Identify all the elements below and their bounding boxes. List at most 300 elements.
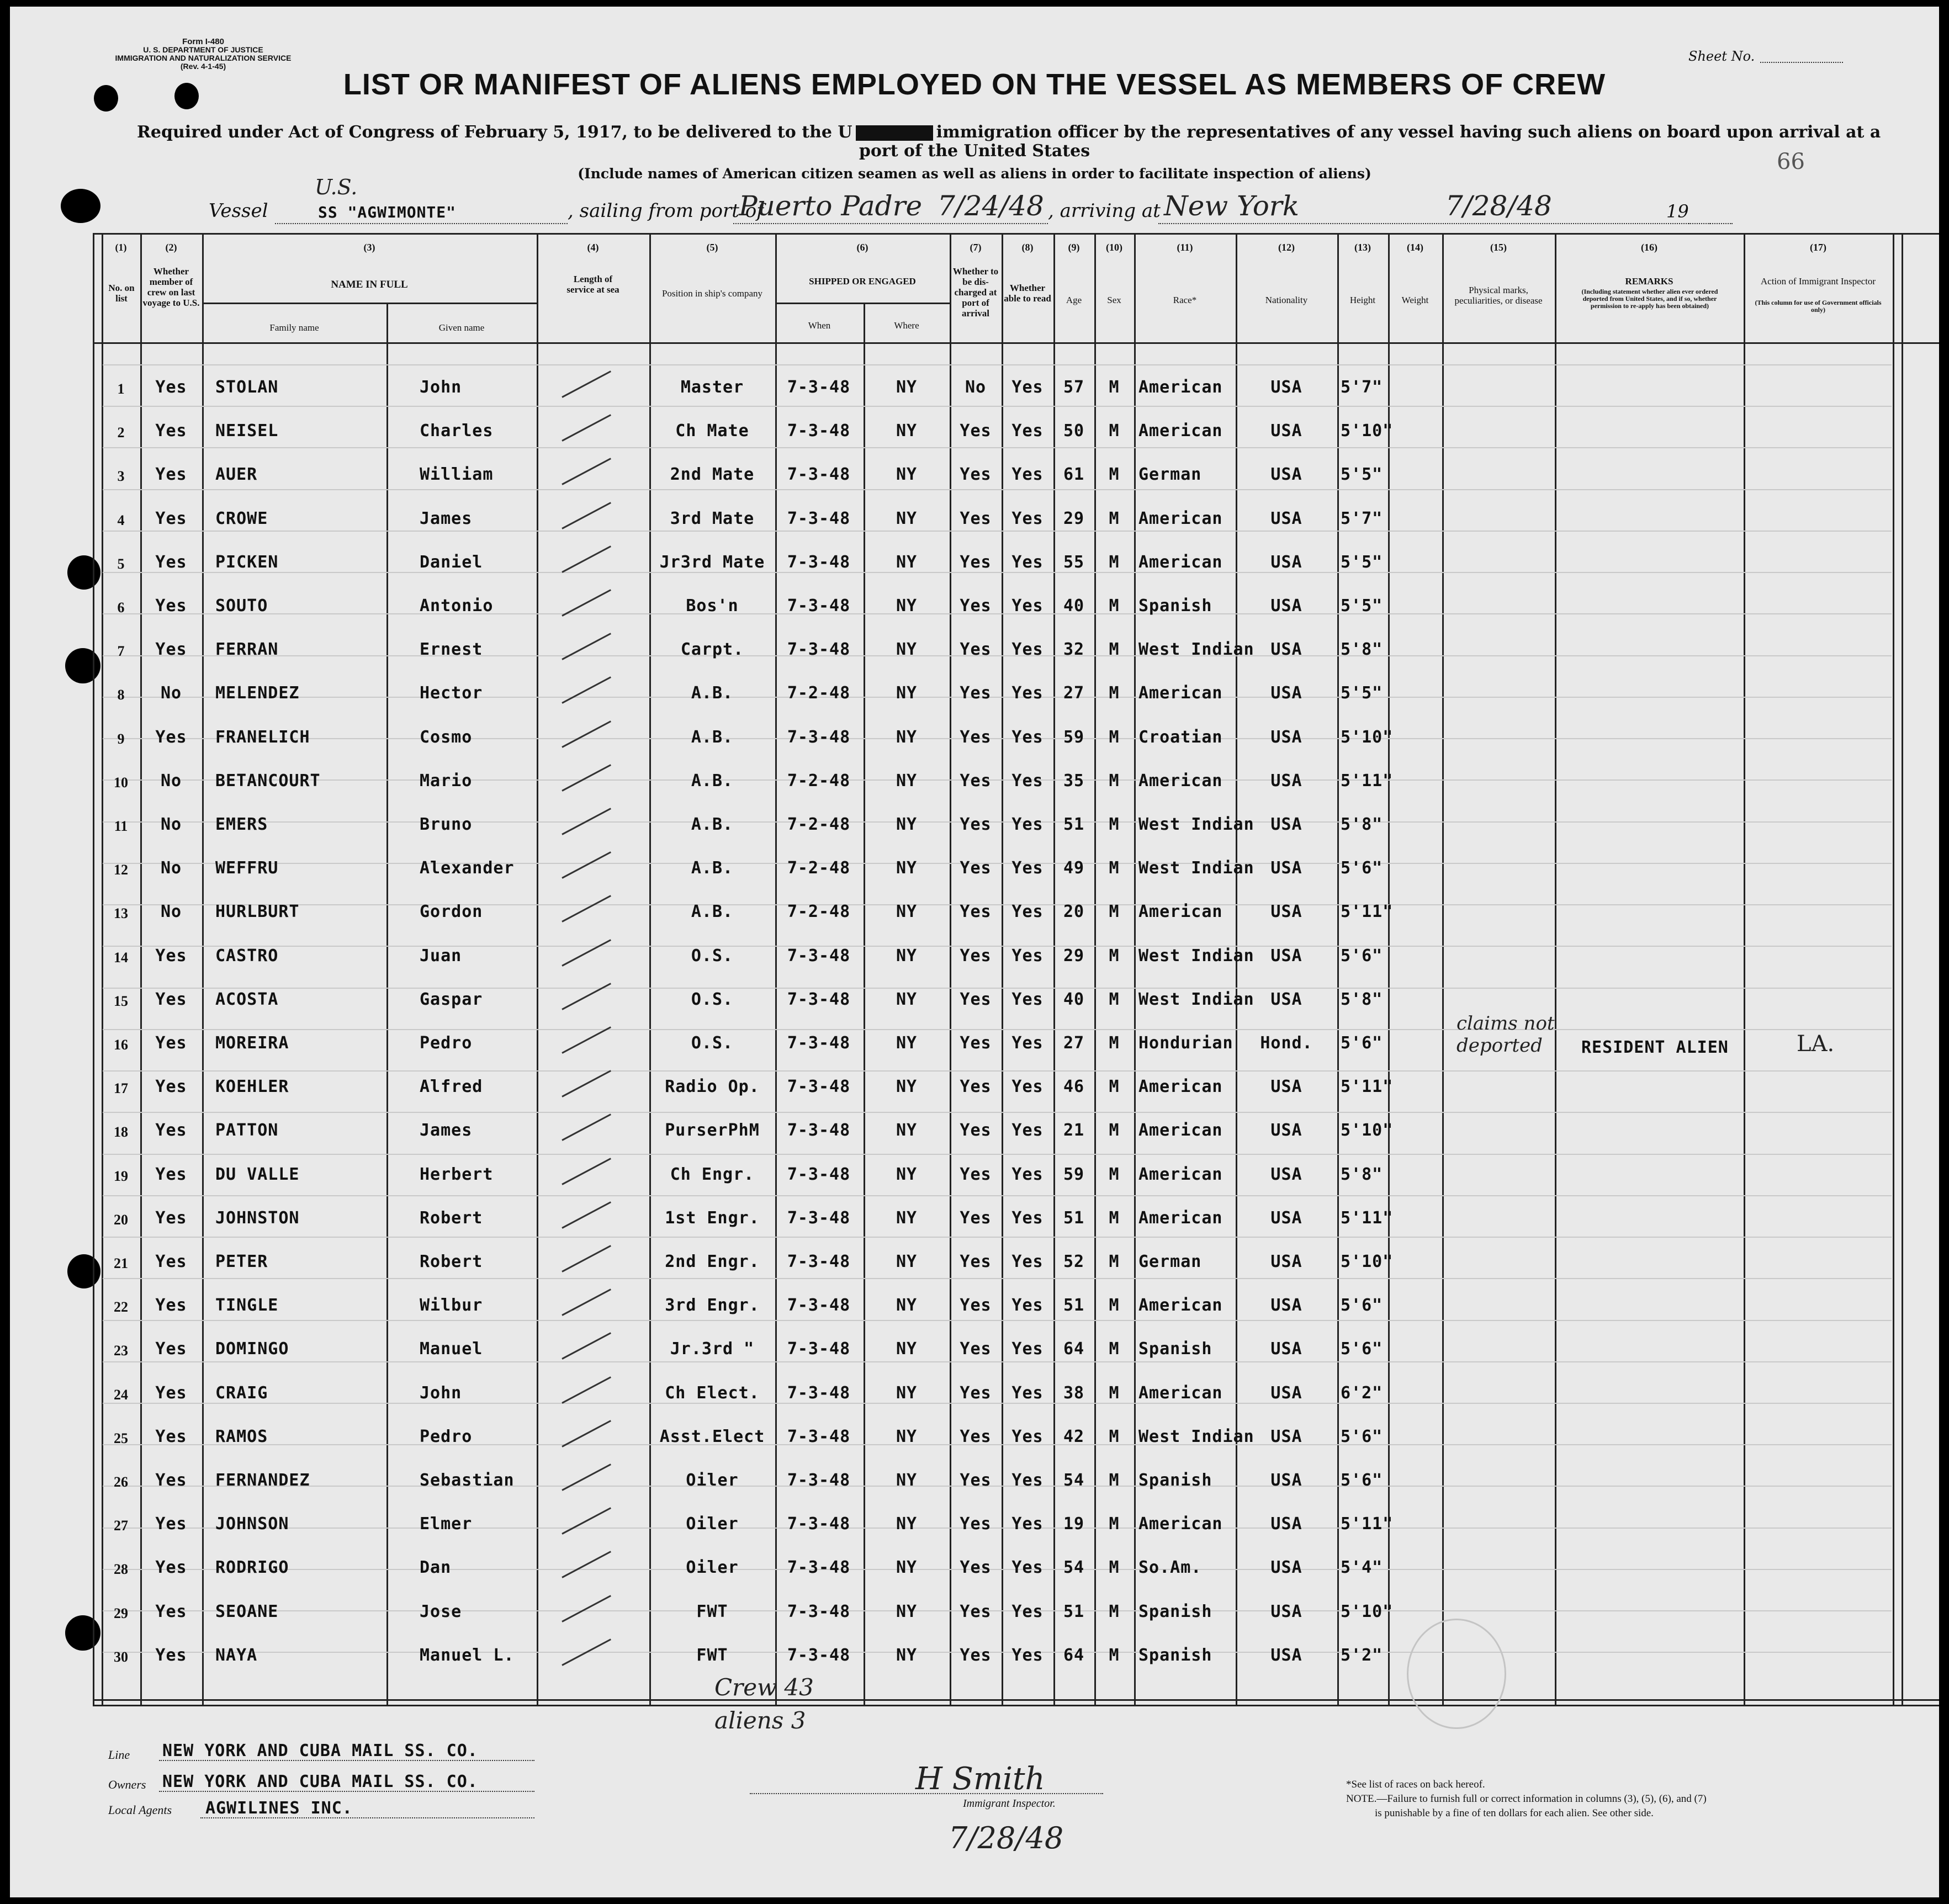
nationality-cell: USA bbox=[1270, 640, 1302, 660]
last-voyage-cell: Yes bbox=[155, 727, 187, 747]
form-subtitle-line2: port of the United States bbox=[859, 141, 1090, 161]
shipped-when-cell: 7-3-48 bbox=[787, 378, 851, 397]
shipped-where-cell: NY bbox=[896, 1426, 918, 1446]
header-family-name: Family name bbox=[269, 322, 319, 333]
position-cell: Master bbox=[680, 378, 744, 397]
able-to-read-cell: Yes bbox=[1011, 640, 1044, 660]
ruled-line bbox=[103, 1403, 1892, 1404]
height-cell: 5'6" bbox=[1341, 858, 1383, 878]
last-voyage-cell: Yes bbox=[155, 1208, 187, 1228]
discharged-cell: Yes bbox=[960, 1121, 992, 1141]
shipped-when-cell: 7-2-48 bbox=[787, 902, 851, 922]
shipped-where-cell: NY bbox=[896, 552, 918, 572]
shipped-when-cell: 7-3-48 bbox=[787, 640, 851, 660]
last-voyage-cell: Yes bbox=[155, 1164, 187, 1184]
sheet-number-label: Sheet No. bbox=[1688, 49, 1755, 64]
shipped-where-cell: NY bbox=[896, 727, 918, 747]
punch-hole bbox=[67, 555, 100, 590]
last-voyage-cell: Yes bbox=[155, 1296, 187, 1316]
shipped-where-cell: NY bbox=[896, 1252, 918, 1271]
header-remarks-sub: (Including statement whether alien ever ordered deported from United States, and if so, whether permission to re-apply has been obtained) bbox=[1581, 288, 1718, 310]
nationality-cell: USA bbox=[1270, 1383, 1302, 1403]
age-cell: 40 bbox=[1063, 596, 1085, 616]
row-number-cell: 18 bbox=[114, 1124, 128, 1141]
family-name-cell: MOREIRA bbox=[215, 1033, 289, 1053]
given-name-cell: Antonio bbox=[420, 596, 494, 616]
col-line bbox=[1337, 233, 1339, 1705]
position-cell: O.S. bbox=[691, 989, 734, 1009]
discharged-cell: Yes bbox=[960, 1426, 992, 1446]
inspector-signature: H Smith bbox=[915, 1761, 1045, 1797]
age-cell: 61 bbox=[1063, 465, 1085, 485]
given-name-cell: Mario bbox=[420, 771, 473, 791]
given-name-cell: Gaspar bbox=[420, 989, 483, 1009]
form-service: IMMIGRATION AND NATURALIZATION SERVICE bbox=[115, 54, 292, 62]
race-cell: American bbox=[1138, 1077, 1223, 1097]
sex-cell: M bbox=[1109, 640, 1120, 660]
family-name-cell: NEISEL bbox=[215, 421, 279, 441]
family-name-cell: EMERS bbox=[215, 815, 268, 834]
height-cell: 5'5" bbox=[1341, 596, 1383, 616]
able-to-read-cell: Yes bbox=[1011, 946, 1044, 966]
col-number: (11) bbox=[1177, 242, 1193, 253]
discharged-cell: Yes bbox=[960, 1558, 992, 1578]
nationality-cell: USA bbox=[1270, 552, 1302, 572]
col-line bbox=[386, 303, 388, 1705]
race-cell: American bbox=[1138, 1383, 1223, 1403]
last-voyage-cell: Yes bbox=[155, 1514, 187, 1534]
discharged-cell: Yes bbox=[960, 1164, 992, 1184]
agents-dotline bbox=[200, 1817, 534, 1818]
family-name-cell: TINGLE bbox=[215, 1296, 279, 1316]
col-line bbox=[1902, 233, 1903, 1705]
crew-total: Crew 43 bbox=[714, 1674, 814, 1701]
last-voyage-cell: Yes bbox=[155, 640, 187, 660]
discharged-cell: Yes bbox=[960, 1252, 992, 1271]
service-check-mark bbox=[562, 589, 611, 617]
row-number-cell: 29 bbox=[114, 1605, 128, 1621]
age-cell: 55 bbox=[1063, 552, 1085, 572]
discharged-cell: Yes bbox=[960, 1514, 992, 1534]
height-cell: 5'11" bbox=[1341, 1208, 1394, 1228]
family-name-cell: NAYA bbox=[215, 1645, 258, 1665]
race-cell: Spanish bbox=[1138, 1645, 1212, 1665]
row-number-cell: 25 bbox=[114, 1430, 128, 1446]
footer-note-2: NOTE.—Failure to furnish full or correct information in columns (3), (5), (6), and (7) bbox=[1346, 1793, 1707, 1805]
height-cell: 5'7" bbox=[1341, 508, 1383, 528]
last-voyage-cell: Yes bbox=[155, 1252, 187, 1271]
age-cell: 40 bbox=[1063, 989, 1085, 1009]
family-name-cell: HURLBURT bbox=[215, 902, 300, 922]
row-number-cell: 4 bbox=[117, 512, 125, 528]
shipped-where-cell: NY bbox=[896, 421, 918, 441]
owners-label: Owners bbox=[108, 1778, 146, 1791]
sex-cell: M bbox=[1109, 771, 1120, 791]
position-cell: Radio Op. bbox=[665, 1077, 760, 1097]
height-cell: 5'5" bbox=[1341, 465, 1383, 485]
shipped-when-cell: 7-3-48 bbox=[787, 1645, 851, 1665]
shipped-when-cell: 7-2-48 bbox=[787, 815, 851, 834]
vessel-label: Vessel bbox=[209, 200, 268, 222]
race-cell: Spanish bbox=[1138, 596, 1212, 616]
arriving-label: , arriving at bbox=[1048, 200, 1161, 222]
age-cell: 57 bbox=[1063, 378, 1085, 397]
shipped-when-cell: 7-3-48 bbox=[787, 1121, 851, 1141]
race-cell: American bbox=[1138, 902, 1223, 922]
family-name-cell: FERNANDEZ bbox=[215, 1471, 310, 1490]
col-number: (12) bbox=[1278, 242, 1295, 253]
service-check-mark bbox=[562, 545, 611, 573]
last-voyage-cell: Yes bbox=[155, 1426, 187, 1446]
sex-cell: M bbox=[1109, 1601, 1120, 1621]
position-cell: PurserPhM bbox=[665, 1121, 760, 1141]
age-cell: 42 bbox=[1063, 1426, 1085, 1446]
given-name-cell: William bbox=[420, 465, 494, 485]
race-cell: American bbox=[1138, 1514, 1223, 1534]
able-to-read-cell: Yes bbox=[1011, 1296, 1044, 1316]
race-cell: Croatian bbox=[1138, 727, 1223, 747]
given-name-cell: Herbert bbox=[420, 1164, 494, 1184]
given-name-cell: Pedro bbox=[420, 1426, 473, 1446]
given-name-cell: Cosmo bbox=[420, 727, 473, 747]
nationality-cell: USA bbox=[1270, 902, 1302, 922]
vessel-prefix-handwritten: U.S. bbox=[315, 175, 358, 199]
sex-cell: M bbox=[1109, 1645, 1120, 1665]
race-cell: West Indian bbox=[1138, 640, 1254, 660]
family-name-cell: PICKEN bbox=[215, 552, 279, 572]
service-check-mark bbox=[562, 414, 611, 442]
service-check-mark bbox=[562, 502, 611, 529]
position-cell: A.B. bbox=[691, 815, 734, 834]
family-name-cell: JOHNSON bbox=[215, 1514, 289, 1534]
ruled-line bbox=[103, 572, 1892, 573]
col-number: (17) bbox=[1810, 242, 1826, 253]
family-name-cell: STOLAN bbox=[215, 378, 279, 397]
family-name-cell: WEFFRU bbox=[215, 858, 279, 878]
given-name-cell: Alexander bbox=[420, 858, 515, 878]
year-line bbox=[1688, 223, 1733, 224]
ruled-line bbox=[103, 1070, 1892, 1072]
service-check-mark bbox=[562, 1114, 611, 1142]
sex-cell: M bbox=[1109, 1252, 1120, 1271]
owners-dotline bbox=[159, 1791, 534, 1792]
height-cell: 5'11" bbox=[1341, 1514, 1394, 1534]
service-check-mark bbox=[562, 1551, 611, 1579]
given-name-cell: John bbox=[420, 378, 462, 397]
row-number-cell: 22 bbox=[114, 1299, 128, 1316]
discharged-cell: Yes bbox=[960, 1645, 992, 1665]
position-cell: Ch Elect. bbox=[665, 1383, 760, 1403]
nationality-cell: USA bbox=[1270, 1339, 1302, 1359]
height-cell: 5'10" bbox=[1341, 1121, 1394, 1141]
family-name-cell: FERRAN bbox=[215, 640, 279, 660]
position-cell: Bos'n bbox=[686, 596, 739, 616]
service-check-mark bbox=[562, 370, 611, 398]
age-cell: 51 bbox=[1063, 1208, 1085, 1228]
shipped-where-cell: NY bbox=[896, 989, 918, 1009]
family-name-cell: JOHNSTON bbox=[215, 1208, 300, 1228]
position-cell: FWT bbox=[696, 1601, 728, 1621]
shipped-where-cell: NY bbox=[896, 946, 918, 966]
last-voyage-cell: Yes bbox=[155, 1558, 187, 1578]
last-voyage-cell: No bbox=[160, 815, 182, 834]
position-cell: Oiler bbox=[686, 1514, 739, 1534]
age-cell: 64 bbox=[1063, 1339, 1085, 1359]
position-cell: A.B. bbox=[691, 902, 734, 922]
col-number: (2) bbox=[165, 242, 177, 253]
ruled-line bbox=[103, 1278, 1892, 1279]
position-cell: Jr3rd Mate bbox=[659, 552, 765, 572]
age-cell: 59 bbox=[1063, 727, 1085, 747]
arriving-port: New York bbox=[1164, 190, 1299, 222]
height-cell: 5'6" bbox=[1341, 946, 1383, 966]
table-bottom-border bbox=[93, 1699, 1939, 1701]
service-check-mark bbox=[562, 1595, 611, 1622]
service-check-mark bbox=[562, 1333, 611, 1360]
line-value: NEW YORK AND CUBA MAIL SS. CO. bbox=[162, 1741, 478, 1760]
ruled-line bbox=[103, 1237, 1892, 1238]
given-name-cell: Manuel L. bbox=[420, 1645, 515, 1665]
shipped-when-cell: 7-3-48 bbox=[787, 946, 851, 966]
service-check-mark bbox=[562, 764, 611, 792]
aliens-total: aliens 3 bbox=[714, 1707, 806, 1734]
last-voyage-cell: Yes bbox=[155, 1121, 187, 1141]
header-when: When bbox=[808, 320, 831, 331]
age-cell: 38 bbox=[1063, 1383, 1085, 1403]
sex-cell: M bbox=[1109, 1339, 1120, 1359]
sailing-date: 7/24/48 bbox=[938, 190, 1044, 222]
sailing-label: , sailing from port of bbox=[568, 200, 764, 222]
discharged-cell: Yes bbox=[960, 1296, 992, 1316]
shipped-where-cell: NY bbox=[896, 1121, 918, 1141]
family-name-cell: FRANELICH bbox=[215, 727, 310, 747]
punch-hole bbox=[61, 189, 100, 223]
age-cell: 51 bbox=[1063, 1296, 1085, 1316]
shipped-where-cell: NY bbox=[896, 1558, 918, 1578]
row-number-cell: 8 bbox=[117, 687, 125, 703]
race-cell: West Indian bbox=[1138, 1426, 1254, 1446]
race-cell: American bbox=[1138, 1296, 1223, 1316]
inspector-date: 7/28/48 bbox=[949, 1821, 1064, 1855]
given-name-cell: Juan bbox=[420, 946, 462, 966]
height-cell: 5'10" bbox=[1341, 421, 1394, 441]
family-name-cell: ACOSTA bbox=[215, 989, 279, 1009]
race-cell: West Indian bbox=[1138, 989, 1254, 1009]
service-check-mark bbox=[562, 939, 611, 967]
sex-cell: M bbox=[1109, 1296, 1120, 1316]
footer-note-1: *See list of races on back hereof. bbox=[1346, 1779, 1485, 1790]
table-top-border bbox=[93, 233, 1939, 235]
col-line bbox=[649, 233, 651, 1705]
sex-cell: M bbox=[1109, 683, 1120, 703]
nationality-cell: USA bbox=[1270, 989, 1302, 1009]
shipped-when-cell: 7-3-48 bbox=[787, 465, 851, 485]
shipped-where-cell: NY bbox=[896, 465, 918, 485]
age-cell: 35 bbox=[1063, 771, 1085, 791]
shipped-where-cell: NY bbox=[896, 640, 918, 660]
header-where: Where bbox=[894, 320, 919, 331]
last-voyage-cell: Yes bbox=[155, 1383, 187, 1403]
shipped-when-cell: 7-3-48 bbox=[787, 421, 851, 441]
punch-hole bbox=[65, 1615, 100, 1651]
shipped-when-cell: 7-3-48 bbox=[787, 1383, 851, 1403]
subtitle-part-1: Required under Act of Congress of February 5, 1917, to be delivered to the U bbox=[137, 123, 852, 142]
last-voyage-cell: Yes bbox=[155, 1471, 187, 1490]
sex-cell: M bbox=[1109, 508, 1120, 528]
header-subline-names bbox=[202, 303, 537, 304]
header-subline-shipped bbox=[775, 303, 950, 304]
discharged-cell: Yes bbox=[960, 1339, 992, 1359]
last-voyage-cell: No bbox=[160, 902, 182, 922]
age-cell: 59 bbox=[1063, 1164, 1085, 1184]
position-cell: Oiler bbox=[686, 1558, 739, 1578]
row-number-cell: 27 bbox=[114, 1518, 128, 1534]
col-line bbox=[1442, 233, 1444, 1705]
race-cell: Spanish bbox=[1138, 1601, 1212, 1621]
family-name-cell: DU VALLE bbox=[215, 1164, 300, 1184]
header-age: Age bbox=[1066, 295, 1082, 305]
col-line bbox=[1555, 233, 1556, 1705]
shipped-when-cell: 7-3-48 bbox=[787, 727, 851, 747]
able-to-read-cell: Yes bbox=[1011, 1514, 1044, 1534]
service-check-mark bbox=[562, 1507, 611, 1535]
shipped-where-cell: NY bbox=[896, 378, 918, 397]
inspector-dotline bbox=[750, 1793, 1103, 1794]
family-name-cell: MELENDEZ bbox=[215, 683, 300, 703]
ruled-line bbox=[103, 1154, 1892, 1155]
last-voyage-cell: No bbox=[160, 683, 182, 703]
shipped-where-cell: NY bbox=[896, 1645, 918, 1665]
shipped-when-cell: 7-2-48 bbox=[787, 858, 851, 878]
position-cell: 1st Engr. bbox=[665, 1208, 760, 1228]
last-voyage-cell: Yes bbox=[155, 1645, 187, 1665]
given-name-cell: James bbox=[420, 508, 473, 528]
service-check-mark bbox=[562, 720, 611, 748]
last-voyage-cell: Yes bbox=[155, 1601, 187, 1621]
sex-cell: M bbox=[1109, 1471, 1120, 1490]
position-cell: O.S. bbox=[691, 1033, 734, 1053]
col-number: (14) bbox=[1407, 242, 1423, 253]
shipped-when-cell: 7-3-48 bbox=[787, 1601, 851, 1621]
agents-value: AGWILINES INC. bbox=[205, 1799, 353, 1818]
sex-cell: M bbox=[1109, 1426, 1120, 1446]
shipped-where-cell: NY bbox=[896, 1033, 918, 1053]
form-id-block bbox=[98, 38, 308, 71]
given-name-cell: Robert bbox=[420, 1252, 483, 1271]
race-cell: Hondurian bbox=[1138, 1033, 1233, 1053]
able-to-read-cell: Yes bbox=[1011, 858, 1044, 878]
col-number: (1) bbox=[115, 242, 127, 253]
shipped-when-cell: 7-3-48 bbox=[787, 1296, 851, 1316]
position-cell: FWT bbox=[696, 1645, 728, 1665]
nationality-cell: USA bbox=[1270, 771, 1302, 791]
family-name-cell: CASTRO bbox=[215, 946, 279, 966]
sex-cell: M bbox=[1109, 1033, 1120, 1053]
race-cell: American bbox=[1138, 1208, 1223, 1228]
shipped-where-cell: NY bbox=[896, 858, 918, 878]
discharged-cell: Yes bbox=[960, 1601, 992, 1621]
nationality-cell: USA bbox=[1270, 1208, 1302, 1228]
shipped-where-cell: NY bbox=[896, 902, 918, 922]
nationality-cell: USA bbox=[1270, 1558, 1302, 1578]
ruled-line bbox=[103, 447, 1892, 448]
col-number: (13) bbox=[1354, 242, 1371, 253]
race-cell: German bbox=[1138, 465, 1202, 485]
height-cell: 5'2" bbox=[1341, 1645, 1383, 1665]
shipped-when-cell: 7-3-48 bbox=[787, 1514, 851, 1534]
shipped-where-cell: NY bbox=[896, 1077, 918, 1097]
race-cell: American bbox=[1138, 683, 1223, 703]
col-number: (3) bbox=[363, 242, 375, 253]
discharged-cell: Yes bbox=[960, 596, 992, 616]
sex-cell: M bbox=[1109, 596, 1120, 616]
row-number-cell: 9 bbox=[117, 730, 125, 747]
col-line bbox=[93, 233, 94, 1705]
col-number: (8) bbox=[1021, 242, 1034, 253]
nationality-cell: USA bbox=[1270, 378, 1302, 397]
given-name-cell: Pedro bbox=[420, 1033, 473, 1053]
ruled-line bbox=[103, 489, 1892, 490]
discharged-cell: Yes bbox=[960, 771, 992, 791]
col-number: (16) bbox=[1641, 242, 1657, 253]
race-cell: West Indian bbox=[1138, 815, 1254, 834]
col-line bbox=[202, 233, 204, 1705]
age-cell: 20 bbox=[1063, 902, 1085, 922]
ruled-line bbox=[103, 1195, 1892, 1196]
age-cell: 54 bbox=[1063, 1471, 1085, 1490]
age-cell: 46 bbox=[1063, 1077, 1085, 1097]
given-name-cell: Dan bbox=[420, 1558, 452, 1578]
sex-cell: M bbox=[1109, 1208, 1120, 1228]
age-cell: 29 bbox=[1063, 946, 1085, 966]
discharged-cell: Yes bbox=[960, 946, 992, 966]
shipped-when-cell: 7-3-48 bbox=[787, 1208, 851, 1228]
position-cell: 3rd Mate bbox=[670, 508, 755, 528]
able-to-read-cell: Yes bbox=[1011, 989, 1044, 1009]
able-to-read-cell: Yes bbox=[1011, 1208, 1044, 1228]
race-cell: American bbox=[1138, 552, 1223, 572]
row-number-cell: 23 bbox=[114, 1343, 128, 1359]
form-title: LIST OR MANIFEST OF ALIENS EMPLOYED ON THE VESSEL AS MEMBERS OF CREW bbox=[343, 68, 1606, 101]
family-name-cell: PETER bbox=[215, 1252, 268, 1271]
nationality-cell: USA bbox=[1270, 727, 1302, 747]
col-line bbox=[1134, 233, 1136, 1705]
sex-cell: M bbox=[1109, 989, 1120, 1009]
footer-note-3: is punishable by a fine of ten dollars for each alien. See other side. bbox=[1375, 1807, 1654, 1819]
row-number-cell: 12 bbox=[114, 862, 128, 878]
family-name-cell: DOMINGO bbox=[215, 1339, 289, 1359]
nationality-cell: USA bbox=[1270, 815, 1302, 834]
shipped-where-cell: NY bbox=[896, 815, 918, 834]
sex-cell: M bbox=[1109, 902, 1120, 922]
able-to-read-cell: Yes bbox=[1011, 1558, 1044, 1578]
col-number: (6) bbox=[856, 242, 868, 253]
discharged-cell: Yes bbox=[960, 989, 992, 1009]
sex-cell: M bbox=[1109, 1514, 1120, 1534]
last-voyage-cell: Yes bbox=[155, 1033, 187, 1053]
race-cell: Spanish bbox=[1138, 1471, 1212, 1490]
form-subtitle-line3: (Include names of American citizen seamen as well as aliens in order to facilitate inspection of aliens) bbox=[578, 166, 1371, 182]
age-cell: 32 bbox=[1063, 640, 1085, 660]
able-to-read-cell: Yes bbox=[1011, 1033, 1044, 1053]
last-voyage-cell: Yes bbox=[155, 421, 187, 441]
arriving-line bbox=[1158, 223, 1710, 224]
line-label: Line bbox=[108, 1748, 130, 1762]
sex-cell: M bbox=[1109, 1077, 1120, 1097]
owners-value: NEW YORK AND CUBA MAIL SS. CO. bbox=[162, 1772, 478, 1791]
height-cell: 5'6" bbox=[1341, 1033, 1383, 1053]
discharged-cell: Yes bbox=[960, 508, 992, 528]
